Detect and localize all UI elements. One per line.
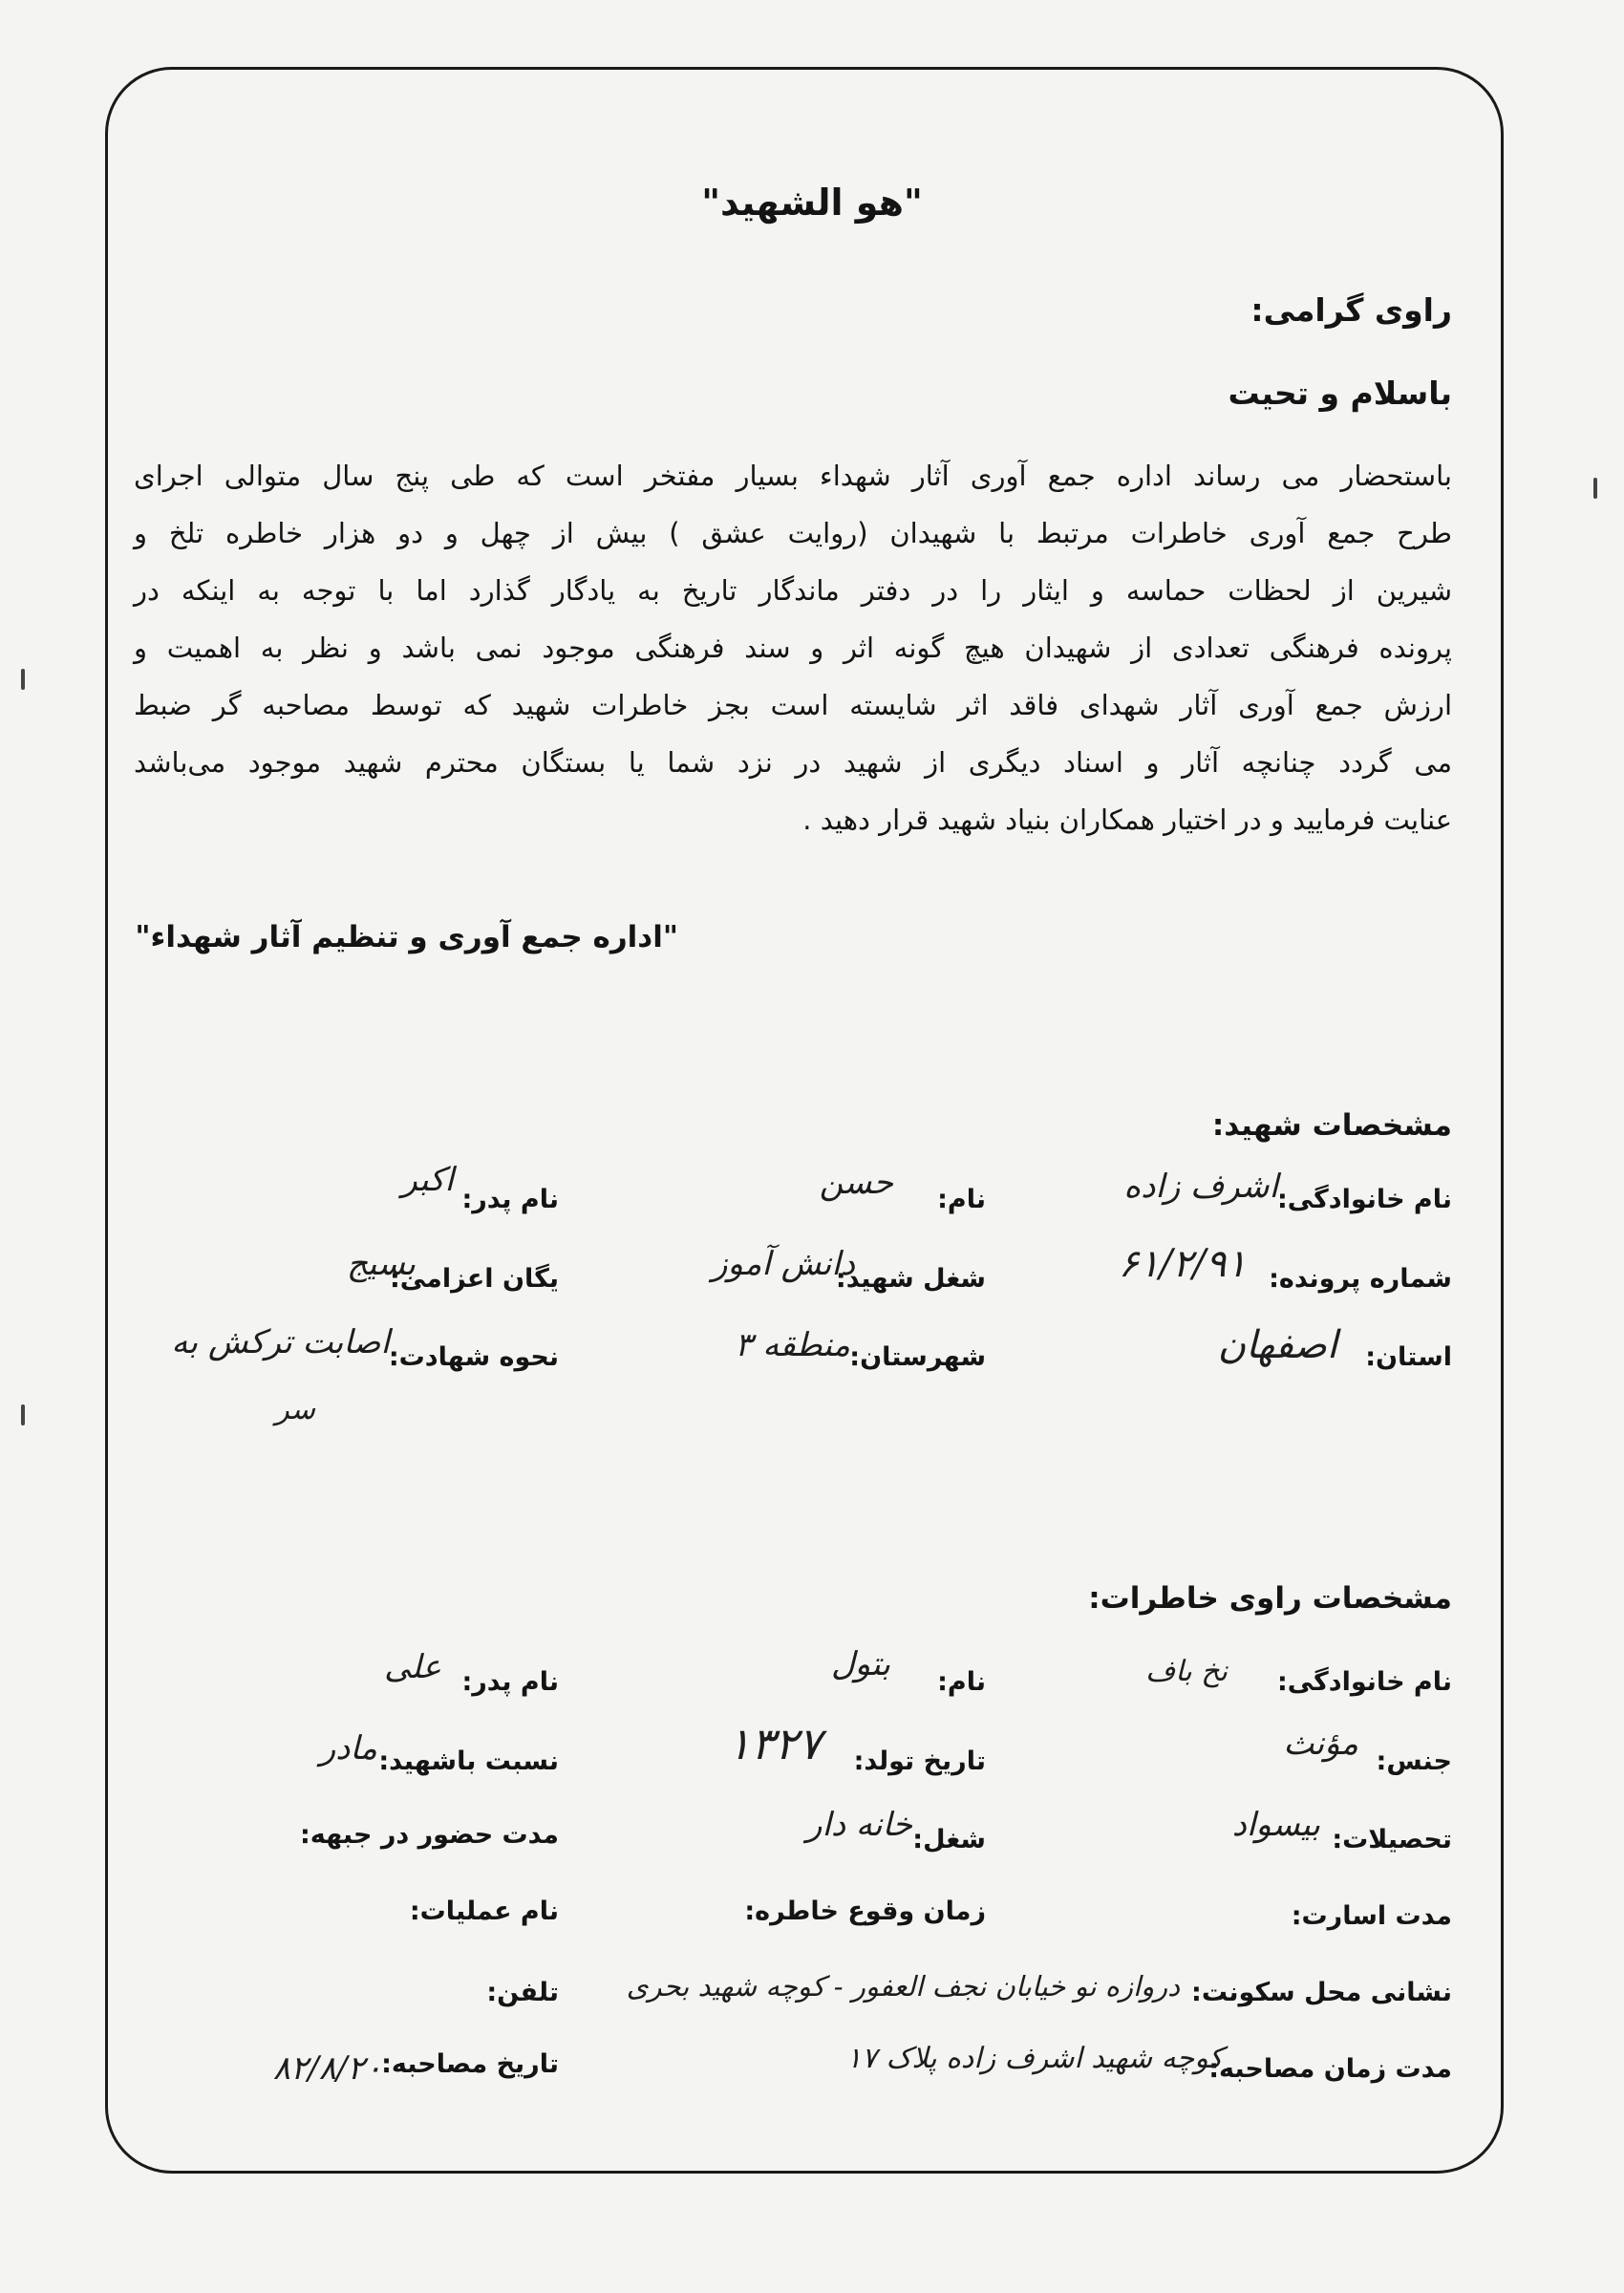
martyr-death-manner-value-line2: سر	[275, 1393, 315, 1426]
narrator-memory-time-label: زمان وقوع خاطره:	[744, 1897, 986, 1926]
letter-line: می گردد چنانچه آثار و اسناد دیگری از شهید در نزد شما یا بستگان محترم شهید موجود می‌باشد	[134, 746, 1452, 779]
narrator-education-label: تحصیلات:	[1332, 1825, 1452, 1854]
martyr-city-label: شهرستان:	[849, 1342, 986, 1372]
narrator-father-label: نام پدر:	[461, 1667, 559, 1697]
narrator-family-value: نخ باف	[1145, 1655, 1228, 1688]
scan-mark	[21, 669, 25, 690]
letter-line: شیرین از لحظات حماسه و ایثار را در دفتر ماندگار تاریخ به یادگار گذارد اما با توجه به اینکه در	[134, 574, 1452, 607]
martyr-province-value: اصفهان	[1217, 1323, 1337, 1367]
narrator-family-label: نام خانوادگی:	[1276, 1667, 1452, 1697]
narrator-relation-label: نسبت باشهید:	[378, 1747, 559, 1776]
regards: باسلام و تحیت	[1228, 375, 1452, 412]
narrator-gender-value: مؤنث	[1283, 1725, 1358, 1763]
martyr-family-value: اشرف زاده	[1123, 1168, 1278, 1206]
letter-line: عنایت فرمایید و در اختیار همکاران بنیاد شهید قرار دهید .	[802, 804, 1452, 836]
letter-line: باستحضار می رساند اداره جمع آوری آثار شهداء بسیار مفتخر است که طی پنج سال متوالی اجرای	[134, 460, 1452, 492]
martyr-job-label: شغل شهید:	[835, 1264, 986, 1294]
interview-date-label: تاریخ مصاحبه:	[381, 2049, 559, 2079]
martyr-father-value: اکبر	[401, 1161, 454, 1199]
narrator-address-value-line2: کوچه شهید اشرف زاده پلاک ۱۷	[845, 2042, 1223, 2075]
narrator-address-value: دروازه نو خیابان نجف العفور - کوچه شهید بحری	[626, 1970, 1180, 2003]
martyr-section-heading: مشخصات شهید:	[1211, 1108, 1452, 1143]
narrator-birth-label: تاریخ تولد:	[853, 1747, 986, 1776]
scan-mark	[21, 1404, 25, 1425]
narrator-education-value: بیسواد	[1231, 1806, 1320, 1844]
issuing-office-signature: "اداره جمع آوری و تنظیم آثار شهداء"	[135, 920, 678, 954]
martyr-family-label: نام خانوادگی:	[1276, 1185, 1452, 1214]
narrator-address-label: نشانی محل سکونت:	[1191, 1978, 1452, 2007]
martyr-province-label: استان:	[1365, 1342, 1452, 1372]
narrator-operation-label: نام عملیات:	[409, 1897, 559, 1926]
martyr-death-manner-label: نحوه شهادت:	[388, 1342, 559, 1372]
narrator-relation-value: مادر	[319, 1729, 377, 1768]
narrator-name-label: نام:	[937, 1667, 986, 1697]
narrator-occupation-label: شغل:	[912, 1825, 986, 1854]
martyr-death-manner-value: اصابت ترکش به	[171, 1323, 390, 1361]
martyr-unit-label: یگان اعزامی:	[389, 1264, 559, 1294]
martyr-job-value: دانش آموز	[712, 1245, 855, 1283]
interview-duration-label: مدت زمان مصاحبه:	[1208, 2054, 1452, 2084]
narrator-gender-label: جنس:	[1376, 1747, 1452, 1776]
martyr-file-number-value: ۶۱/۲/۹۱	[1118, 1242, 1247, 1286]
martyr-father-label: نام پدر:	[461, 1185, 559, 1214]
letter-line: پرونده فرهنگی تعدادی از شهیدان هیچ گونه اثر و سند فرهنگی موجود نمی باشد و نظر به اهمیت و	[134, 632, 1452, 664]
martyr-unit-value: بسیج	[346, 1245, 416, 1283]
martyr-file-number-label: شماره پرونده:	[1269, 1264, 1452, 1294]
salutation: راوی گرامی:	[1250, 291, 1452, 329]
scan-mark	[1593, 478, 1597, 499]
letter-line: طرح جمع آوری خاطرات مرتبط با شهیدان (روایت عشق ) بیش از چهل و دو هزار خاطره تلخ و	[134, 517, 1452, 549]
narrator-name-value: بتول	[831, 1645, 890, 1683]
martyr-name-label: نام:	[937, 1185, 986, 1214]
narrator-father-value: علی	[384, 1648, 441, 1686]
martyr-name-value: حسن	[819, 1164, 893, 1202]
narrator-section-heading: مشخصات راوی خاطرات:	[1088, 1581, 1452, 1616]
narrator-phone-label: تلفن:	[486, 1978, 559, 2007]
martyr-city-value: منطقه ۳	[735, 1326, 850, 1364]
narrator-front-duration-label: مدت حضور در جبهه:	[299, 1820, 559, 1850]
interview-date-value: ۸۲/۸/۲۰	[272, 2049, 382, 2088]
letter-line: ارزش جمع آوری آثار شهدای فاقد اثر شایسته است بجز خاطرات شهید که توسط مصاحبه گر ضبط	[134, 689, 1452, 721]
narrator-occupation-value: خانه دار	[806, 1806, 912, 1844]
narrator-captivity-label: مدت اسارت:	[1291, 1901, 1452, 1931]
narrator-birth-value: ۱۳۲۷	[727, 1718, 822, 1769]
letter-body	[134, 447, 1452, 848]
document-title: "هو الشهید"	[701, 182, 923, 224]
